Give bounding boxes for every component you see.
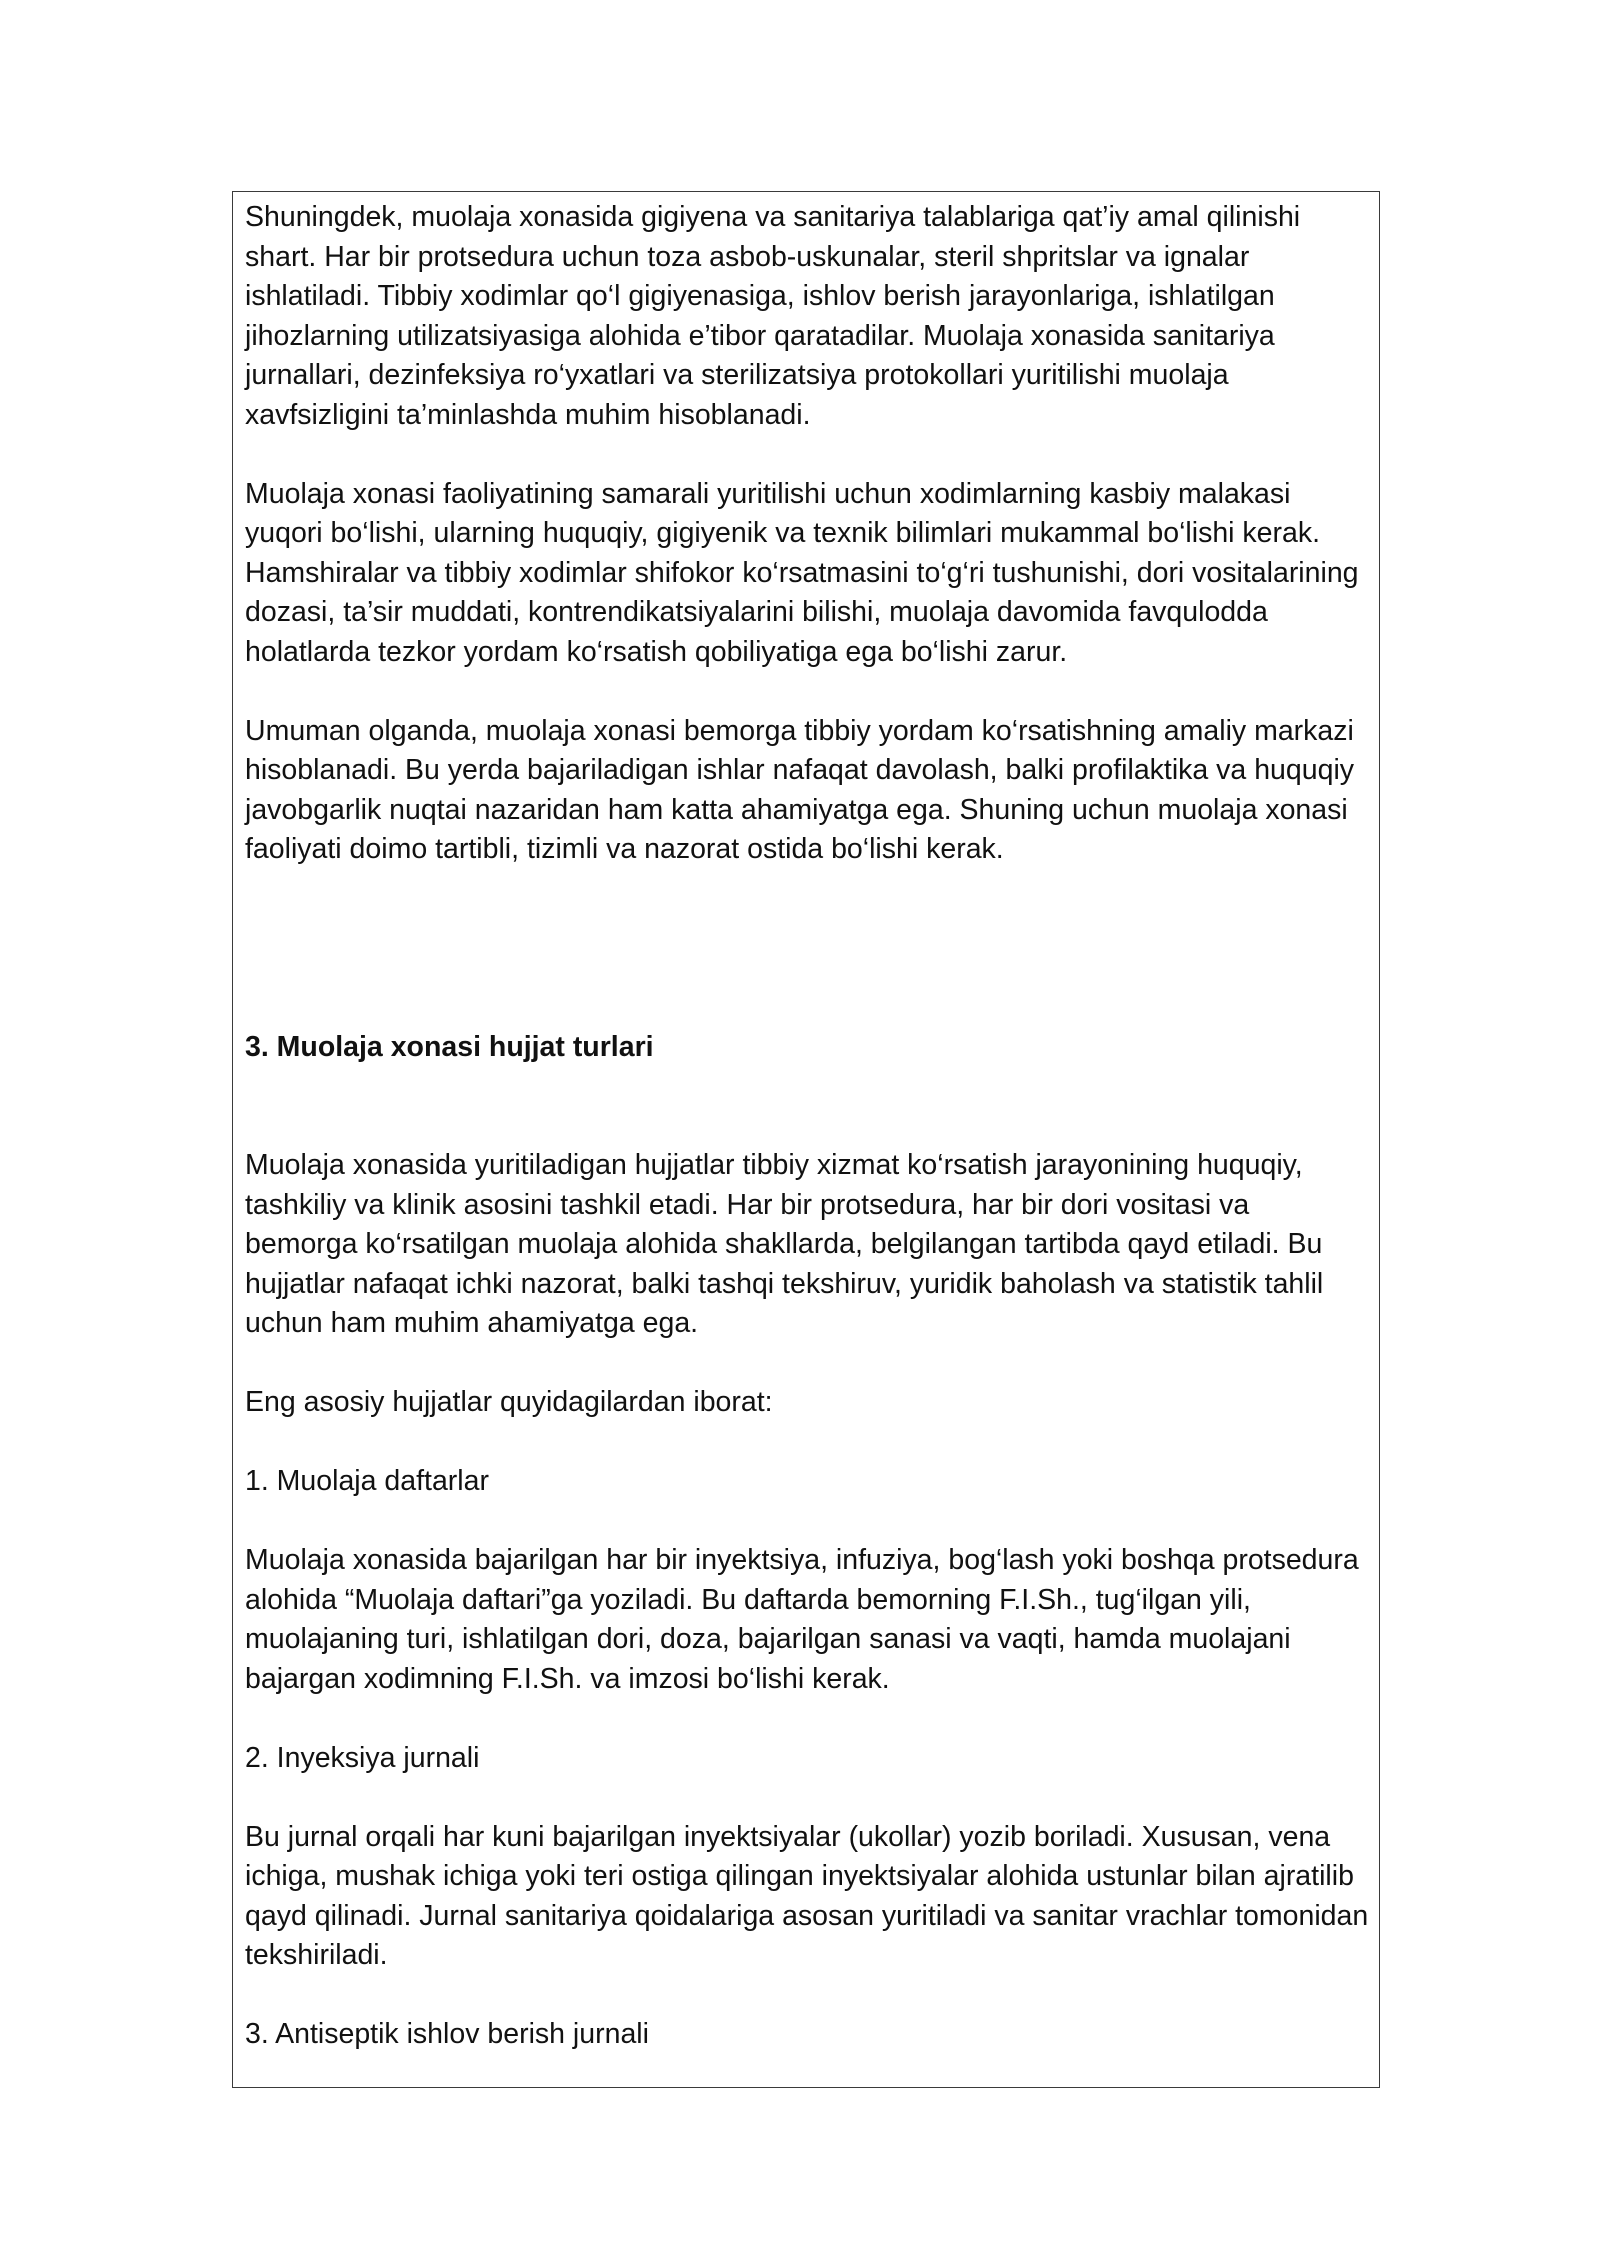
paragraph-conclusion: Umuman olganda, muolaja xonasi bemorga tibbiy yordam ko‘rsatishning amaliy markazi hisoblanadi. Bu yerda bajariladigan ishlar nafaqat davolash, balki profilaktika va huquqiy javobgarlik nuqtai nazaridan ham katta ahamiyatga ega. Shuning uchun muolaja xonasi faoliyati doimo tartibli, tizimli va nazorat ostida bo‘lishi kerak. (245, 714, 1355, 865)
list-item-title: 1. Muolaja daftarlar (245, 1465, 489, 1497)
paragraph-spacer (245, 1778, 1369, 1818)
text-frame (232, 191, 1380, 2088)
section-heading: 3. Muolaja xonasi hujjat turlari (245, 1030, 654, 1063)
section-spacer (245, 1067, 1369, 1146)
list-item-title: 3. Antiseptik ishlov berish jurnali (245, 2018, 649, 2050)
paragraph-spacer (245, 1502, 1369, 1542)
paragraph-hygiene: Shuningdek, muolaja xonasida gigiyena va sanitariya talablariga qat’iy amal qilinishi shart. Har bir protsedura uchun toza asbob-uskunalar, steril shpritslar va ignalar ishlatiladi. Tibbiy xodimlar qo‘l gigiyenasiga, ishlov berish jarayonlariga, ishlatilgan jihozlarning utilizatsiyasiga alohida e’tibor qaratadilar. Muolaja xonasida sanitariya jurnallari, dezinfeksiya ro‘yxatlari va sterilizatsiya protokollari yuritilishi muolaja xavfsizligini ta’minlashda muhim hisoblanadi. (245, 201, 1301, 431)
paragraph-spacer (245, 1699, 1369, 1739)
list-intro: Eng asosiy hujjatlar quyidagilardan iborat: (245, 1386, 773, 1418)
paragraph-spacer (245, 1423, 1369, 1463)
document-body (245, 198, 1369, 2055)
paragraph-documents-intro: Muolaja xonasida yuritiladigan hujjatlar tibbiy xizmat ko‘rsatish jarayonining huquqiy, tashkiliy va klinik asosini tashkil etadi. Har bir protsedura, har bir dori vositasi va bemorga ko‘rsatilgan muolaja alohida shakllarda, belgilangan tartibda qayd etiladi. Bu hujjatlar nafaqat ichki nazorat, balki tashqi tekshiruv, yuridik baholash va statistik tahlil uchun ham muhim ahamiyatga ega. (245, 1149, 1324, 1339)
paragraph-spacer (245, 435, 1369, 475)
paragraph-spacer (245, 1344, 1369, 1384)
paragraph-spacer (245, 672, 1369, 712)
paragraph-spacer (245, 1976, 1369, 2016)
list-item-title: 2. Inyeksiya jurnali (245, 1741, 480, 1774)
section-spacer (245, 870, 1369, 1028)
list-item-text: Bu jurnal orqali har kuni bajarilgan inyektsiyalar (ukollar) yozib boriladi. Xususan, vena ichiga, mushak ichiga yoki teri ostiga qilingan inyektsiyalar alohida ustunlar bilan ajratilib qayd qilinadi. Jurnal sanitariya qoidalariga asosan yuritiladi va sanitar vrachlar tomonidan tekshiriladi. (245, 1820, 1369, 1971)
paragraph-staff-qualification: Muolaja xonasi faoliyatining samarali yuritilishi uchun xodimlarning kasbiy malakasi yuqori bo‘lishi, ularning huquqiy, gigiyenik va texnik bilimlari mukammal bo‘lishi kerak. Hamshiralar va tibbiy xodimlar shifokor ko‘rsatmasini to‘g‘ri tushunishi, dori vositalarining dozasi, ta’sir muddati, kontrendikatsiyalarini bilishi, muolaja davomida favqulodda holatlarda tezkor yordam ko‘rsatish qobiliyatiga ega bo‘lishi zarur. (245, 477, 1359, 668)
list-item-text: Muolaja xonasida bajarilgan har bir inyektsiya, infuziya, bog‘lash yoki boshqa protsedura alohida “Muolaja daftari”ga yoziladi. Bu daftarda bemorning F.I.Sh., tug‘ilgan yili, muolajaning turi, ishlatilgan dori, doza, bajarilgan sanasi va vaqti, hamda muolajani bajargan xodimning F.I.Sh. va imzosi bo‘lishi kerak. (245, 1544, 1359, 1695)
